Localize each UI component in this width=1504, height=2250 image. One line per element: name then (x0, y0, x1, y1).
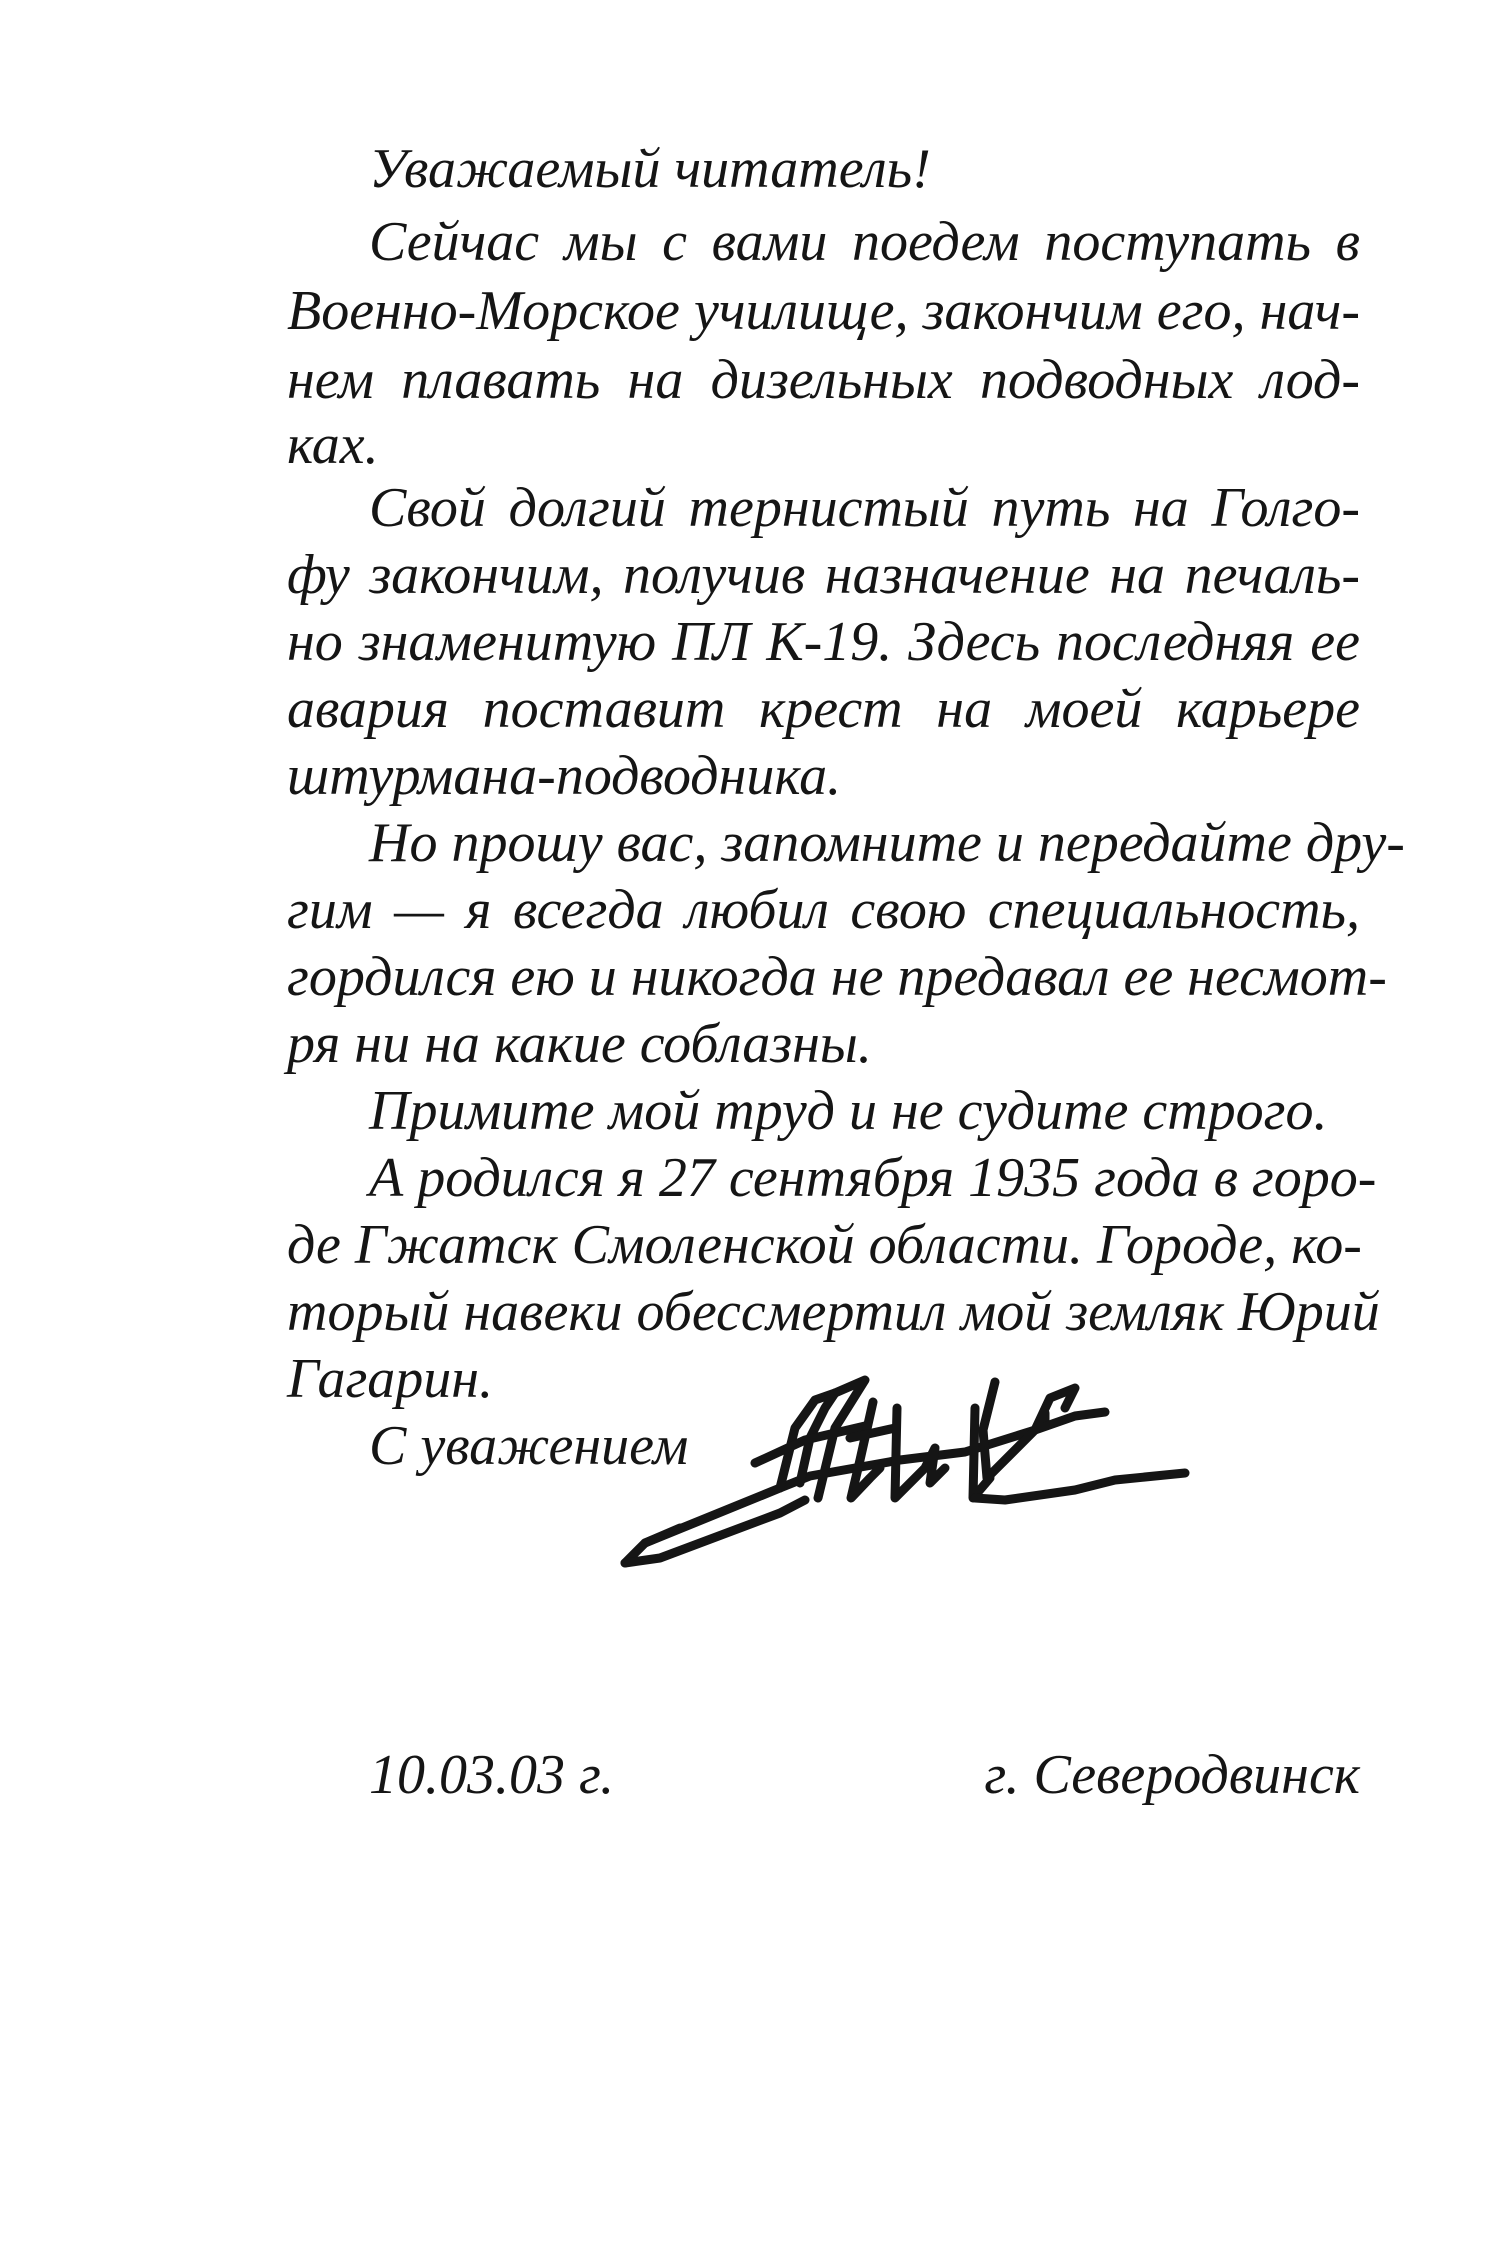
paragraph-line: Военно-Морское училище, закончим его, нач- (287, 280, 1360, 342)
paragraph-line: нем плавать на дизельных подводных лод- (287, 349, 1360, 411)
date: 10.03.03 г. (369, 1744, 615, 1806)
paragraph-line: Но прошу вас, запомните и передайте дру- (369, 812, 1405, 874)
paragraph-line: Примите мой труд и не судите строго. (369, 1080, 1328, 1142)
paragraph-line: ря ни на какие соблазны. (287, 1013, 872, 1075)
paragraph-line: Сейчас мы с вами поедем поступать в (369, 211, 1360, 273)
paragraph-line: Свой долгий тернистый путь на Голго- (369, 477, 1360, 539)
city: г. Северодвинск (984, 1744, 1360, 1806)
greeting: Уважаемый читатель! (369, 138, 931, 200)
paragraph-line: гим — я всегда любил свою специальность, (287, 879, 1360, 941)
paragraph-line: авария поставит крест на моей карьере (287, 678, 1360, 740)
paragraph-line: Гагарин. (287, 1348, 494, 1410)
paragraph-line: торый навеки обессмертил мой земляк Юрий (287, 1281, 1380, 1343)
handwritten-signature (605, 1368, 1205, 1578)
paragraph-line: де Гжатск Смоленской области. Городе, ко- (287, 1214, 1362, 1276)
paragraph-line: гордился ею и никогда не предавал ее несмот- (287, 946, 1387, 1008)
paragraph-line: штурмана-подводника. (287, 745, 842, 807)
closing: С уважением (369, 1415, 689, 1477)
paragraph-line: но знаменитую ПЛ К-19. Здесь последняя ее (287, 611, 1360, 673)
paragraph-line: ках. (287, 414, 379, 476)
paragraph-line: фу закончим, получив назначение на печаль- (287, 544, 1360, 606)
paragraph-line: А родился я 27 сентября 1935 года в горо- (369, 1147, 1377, 1209)
